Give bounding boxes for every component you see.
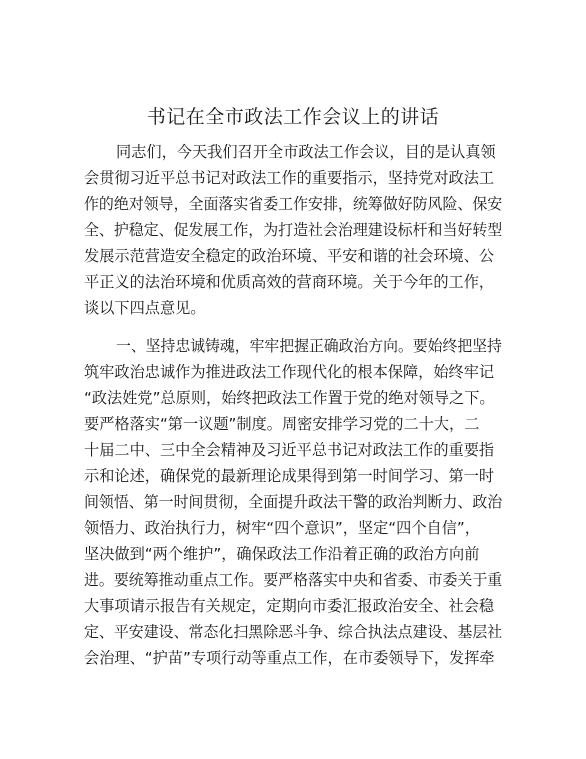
text-line: 间领悟、第一时间贯彻，全面提升政法干警的政治判断力、政治 [84, 493, 503, 511]
text-line: 筑牢政治忠诚作为推进政法工作现代化的根本保障，始终牢记 [84, 363, 495, 381]
text-line: 示和论述，确保党的最新理论成果得到第一时间学习、第一时 [84, 467, 495, 485]
document-title: 书记在全市政法工作会议上的讲话 [146, 106, 440, 128]
text-line: 定、平安建设、常态化扫黑除恶斗争、综合执法点建设、基层社 [84, 623, 503, 641]
text-line: 十届二中、三中全会精神及习近平总书记对政法工作的重要指 [84, 441, 495, 459]
text-line: 坚决做到“两个维护”，确保政法工作沿着正确的政治方向前 [84, 545, 480, 563]
text-line: 会治理、“护苗”专项行动等重点工作，在市委领导下，发挥牵 [84, 649, 495, 667]
text-line: 进。要统筹推动重点工作。要严格落实中央和省委、市委关于重 [84, 571, 503, 589]
text-line: 作的绝对领导，全面落实省委工作安排，统筹做好防风险、保安 [84, 195, 503, 213]
text-line: 平正义的法治环境和优质高效的营商环境。关于今年的工作， [84, 273, 495, 291]
text-line: 领悟力、政治执行力，树牢“四个意识”，坚定“四个自信”， [84, 519, 480, 537]
text-line: 全、护稳定、促发展工作，为打造社会治理建设标杆和当好转型 [84, 221, 503, 239]
text-line: 一、坚持忠诚铸魂，牢牢把握正确政治方向。要始终把坚持 [116, 337, 502, 355]
text-line: 谈以下四点意见。 [84, 299, 206, 317]
text-line: 同志们，今天我们召开全市政法工作会议，目的是认真领 [116, 143, 496, 161]
text-line: 发展示范营造安全稳定的政治环境、平安和谐的社会环境、公 [84, 247, 495, 265]
text-line: “政法姓党”总原则，始终把政法工作置于党的绝对领导之下。 [84, 389, 495, 407]
text-line: 要严格落实“第一议题”制度。周密安排学习党的二十大，二 [84, 415, 480, 433]
text-line: 会贯彻习近平总书记对政法工作的重要指示，坚持党对政法工 [84, 169, 495, 187]
text-line: 大事项请示报告有关规定，定期向市委汇报政治安全、社会稳 [84, 597, 495, 615]
